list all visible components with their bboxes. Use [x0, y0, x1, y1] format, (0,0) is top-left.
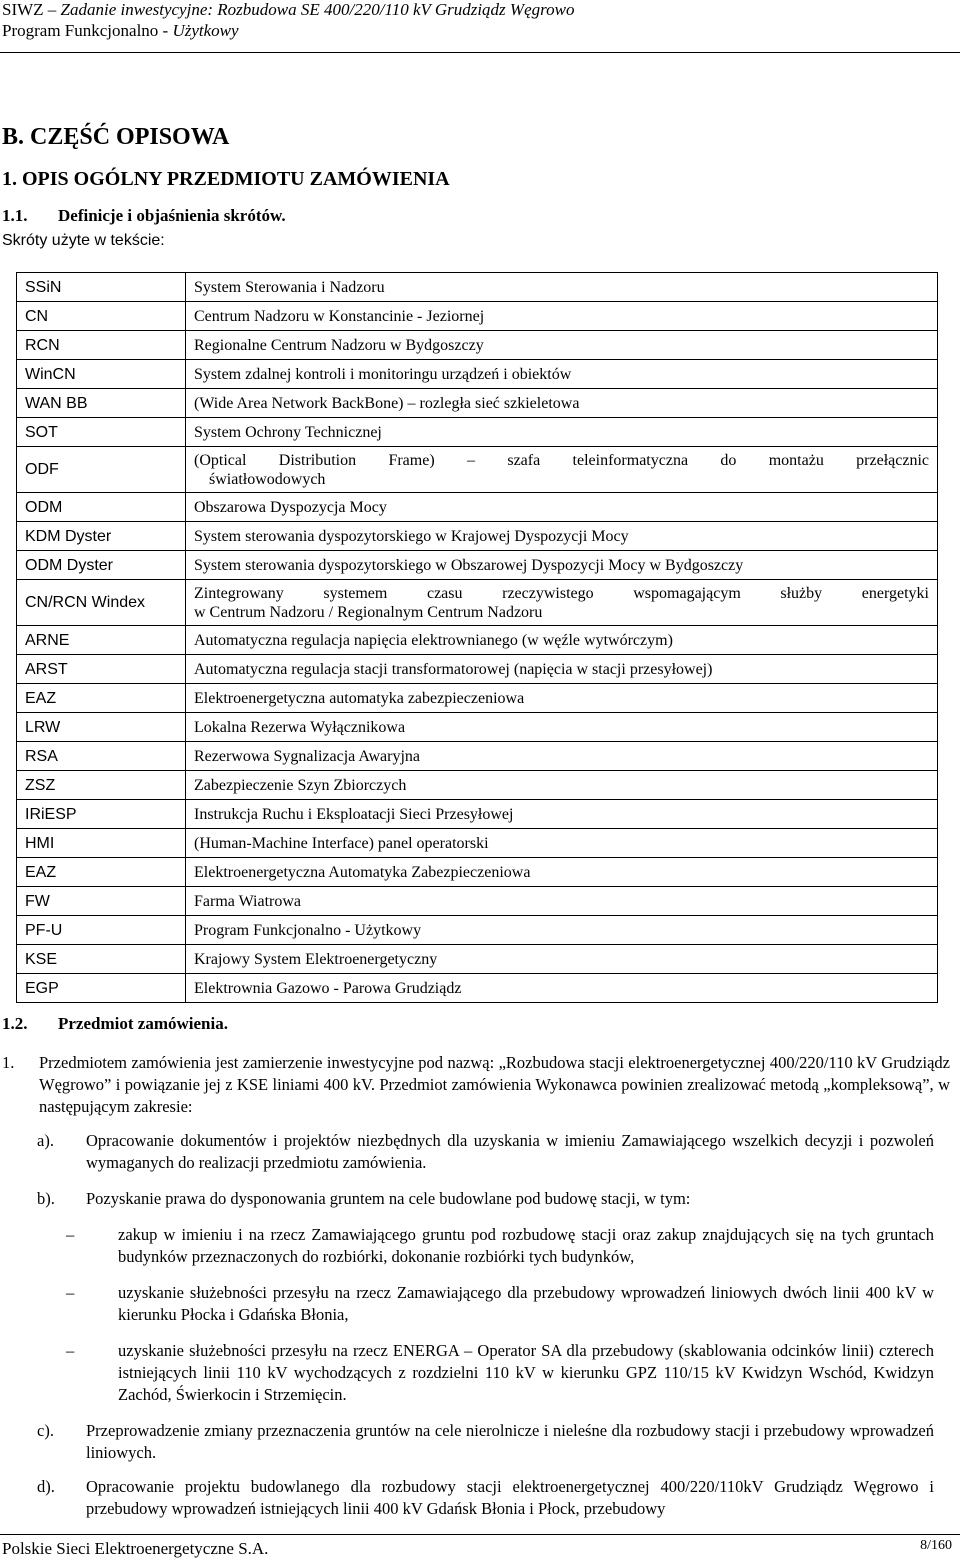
- abbr-code: ODF: [17, 447, 186, 493]
- abbr-desc: System sterowania dyspozytorskiego w Krajowej Dyspozycji Mocy: [186, 522, 938, 551]
- abbr-code: FW: [17, 887, 186, 916]
- abbr-code: SOT: [17, 418, 186, 447]
- sub-list-item: [66, 1224, 934, 1268]
- table-row: [17, 858, 938, 887]
- section-number: 1.2.: [2, 1014, 28, 1033]
- abbreviations-intro: Skróty użyte w tekście:: [2, 232, 165, 249]
- sub-list-item: [66, 1340, 934, 1406]
- list-item-text: Przeprowadzenie zmiany przeznaczenia gruntów na cele nierolnicze i nieleśne dla rozbudowy stacji i przebudowy wprowadzeń liniowych.: [86, 1421, 934, 1462]
- table-row: [17, 974, 938, 1003]
- footer-company: Polskie Sieci Elektroenergetyczne S.A.: [2, 1539, 269, 1558]
- table-row: [17, 302, 938, 331]
- abbr-code: SSiN: [17, 273, 186, 302]
- section-number: 1.1.: [2, 206, 28, 225]
- abbr-desc: System Sterowania i Nadzoru: [186, 273, 938, 302]
- abbr-desc: Automatyczna regulacja napięcia elektrownianego (w węźle wytwórczym): [186, 626, 938, 655]
- abbr-code: RSA: [17, 742, 186, 771]
- header-line-1: [2, 0, 574, 20]
- list-item-text: Pozyskanie prawa do dysponowania gruntem na cele budowlane pod budowę stacji, w tym:: [86, 1189, 691, 1208]
- abbreviations-table: [16, 272, 938, 1003]
- list-item-label: d).: [37, 1477, 55, 1496]
- abbr-code: WinCN: [17, 360, 186, 389]
- section-1-1-heading: [2, 206, 286, 226]
- abbr-desc: System sterowania dyspozytorskiego w Obszarowej Dyspozycji Mocy w Bydgoszczy: [186, 551, 938, 580]
- footer-rule: [0, 1534, 960, 1535]
- abbr-desc: Elektrownia Gazowo - Parowa Grudziądz: [186, 974, 938, 1003]
- table-row: [17, 800, 938, 829]
- dash-marker: –: [66, 1341, 75, 1360]
- abbr-desc: Krajowy System Elektroenergetyczny: [186, 945, 938, 974]
- abbr-code: KDM Dyster: [17, 522, 186, 551]
- table-row: [17, 273, 938, 302]
- abbr-desc: Automatyczna regulacja stacji transformatorowej (napięcia w stacji przesyłowej): [186, 655, 938, 684]
- abbr-code: HMI: [17, 829, 186, 858]
- page-number: 8/160: [920, 1538, 952, 1553]
- table-row: [17, 626, 938, 655]
- page-footer: [0, 1534, 960, 1561]
- list-item-d: [37, 1476, 934, 1520]
- header-doc-type-suffix: Użytkowy: [172, 21, 239, 40]
- abbr-code: ZSZ: [17, 771, 186, 800]
- abbr-desc: Elektroenergetyczna Automatyka Zabezpieczeniowa: [186, 858, 938, 887]
- abbr-code: LRW: [17, 713, 186, 742]
- abbr-desc: (Human-Machine Interface) panel operatorski: [186, 829, 938, 858]
- section-b-heading: B. CZĘŚĆ OPISOWA: [2, 124, 230, 150]
- header-prefix: SIWZ –: [2, 0, 61, 19]
- list-item-a: [37, 1130, 934, 1174]
- abbr-desc: Centrum Nadzoru w Konstancinie - Jeziornej: [186, 302, 938, 331]
- header-line-2: [2, 21, 239, 41]
- abbr-desc: (Wide Area Network BackBone) – rozległa sieć szkieletowa: [186, 389, 938, 418]
- header-title: Zadanie inwestycyjne: Rozbudowa SE 400/220/110 kV Grudziądz Węgrowo: [60, 0, 575, 19]
- table-row: [17, 551, 938, 580]
- section-title: Definicje i objaśnienia skrótów.: [58, 206, 286, 225]
- abbr-code: CN/RCN Windex: [17, 580, 186, 626]
- table-row: [17, 713, 938, 742]
- section-1-2-heading: [2, 1014, 228, 1034]
- abbr-desc: System zdalnej kontroli i monitoringu urządzeń i obiektów: [186, 360, 938, 389]
- abbr-desc-continued: światłowodowych: [209, 470, 326, 488]
- abbr-code: ODM: [17, 493, 186, 522]
- abbr-desc: Lokalna Rezerwa Wyłącznikowa: [186, 713, 938, 742]
- abbr-desc: Obszarowa Dyspozycja Mocy: [186, 493, 938, 522]
- list-item-label: b).: [37, 1189, 55, 1208]
- page-header: [0, 0, 960, 52]
- abbr-desc: Instrukcja Ruchu i Eksploatacji Sieci Przesyłowej: [186, 800, 938, 829]
- table-row: [17, 522, 938, 551]
- paragraph-1: [2, 1052, 950, 1118]
- abbr-desc: Zabezpieczenie Szyn Zbiorczych: [186, 771, 938, 800]
- abbr-code: IRiESP: [17, 800, 186, 829]
- abbr-code: ARST: [17, 655, 186, 684]
- table-row: [17, 829, 938, 858]
- list-item-text: Opracowanie projektu budowlanego dla rozbudowy stacji elektroenergetycznej 400/220/110kV Grudziądz Węgrowo i przebudowy wprowadzeń istniejących linii 400 kV Gdańsk Błonia i Płock, przebudowy: [86, 1477, 934, 1518]
- list-item-text: Opracowanie dokumentów i projektów niezbędnych dla uzyskania w imieniu Zamawiającego wszelkich decyzji i pozwoleń wymaganych do realizacji przedmiotu zamówienia.: [86, 1131, 934, 1172]
- table-row: [17, 771, 938, 800]
- abbr-desc: System Ochrony Technicznej: [186, 418, 938, 447]
- list-item-b: [37, 1188, 934, 1210]
- abbr-desc: Elektroenergetyczna automatyka zabezpieczeniowa: [186, 684, 938, 713]
- abbr-code: EGP: [17, 974, 186, 1003]
- abbr-code: ARNE: [17, 626, 186, 655]
- section-1-heading: 1. OPIS OGÓLNY PRZEDMIOTU ZAMÓWIENIA: [2, 168, 450, 190]
- section-title: Przedmiot zamówienia.: [58, 1014, 228, 1033]
- abbr-desc: Program Funkcjonalno - Użytkowy: [186, 916, 938, 945]
- dash-marker: –: [66, 1283, 75, 1302]
- table-row: [17, 655, 938, 684]
- abbr-desc: Regionalne Centrum Nadzoru w Bydgoszczy: [186, 331, 938, 360]
- paragraph-text: Przedmiotem zamówienia jest zamierzenie inwestycyjne pod nazwą: „Rozbudowa stacji elektroenergetycznej 400/220/110 kV Grudziądz Węgrowo” i powiązanie jej z KSE liniami 400 kV. Przedmiot zamówienia Wykonawca powinien zrealizować metodą „kompleksową”, w następującym zakresie:: [39, 1053, 950, 1116]
- abbr-code: CN: [17, 302, 186, 331]
- table-row: [17, 331, 938, 360]
- abbr-code: WAN BB: [17, 389, 186, 418]
- sub-list-item-text: uzyskanie służebności przesyłu na rzecz Zamawiającego dla przebudowy wprowadzeń liniowych dwóch linii 400 kV w kierunku Płocka i Gdańska Błonia,: [118, 1283, 934, 1324]
- header-doc-type: Program Funkcjonalno -: [2, 21, 173, 40]
- abbr-code: ODM Dyster: [17, 551, 186, 580]
- list-item-c: [37, 1420, 934, 1464]
- abbr-desc: (Optical Distribution Frame) – szafa teleinformatyczna do montażu przełącznic: [194, 451, 929, 469]
- dash-marker: –: [66, 1225, 75, 1244]
- abbr-desc: Zintegrowany systemem czasu rzeczywistego wspomagającym służby energetyki: [194, 584, 929, 602]
- table-row: [17, 580, 938, 626]
- abbr-code: PF-U: [17, 916, 186, 945]
- table-row: [17, 447, 938, 493]
- abbr-desc-cell: [186, 580, 938, 626]
- abbr-desc-cell: [186, 447, 938, 493]
- list-item-label: c).: [37, 1421, 54, 1440]
- header-rule: [0, 52, 960, 53]
- sub-list-item: [66, 1282, 934, 1326]
- table-row: [17, 684, 938, 713]
- abbr-code: EAZ: [17, 684, 186, 713]
- table-row: [17, 418, 938, 447]
- table-row: [17, 887, 938, 916]
- abbr-code: EAZ: [17, 858, 186, 887]
- table-row: [17, 360, 938, 389]
- abbr-desc: Farma Wiatrowa: [186, 887, 938, 916]
- abbr-code: RCN: [17, 331, 186, 360]
- table-row: [17, 916, 938, 945]
- paragraph-number: 1.: [2, 1053, 15, 1072]
- table-row: [17, 493, 938, 522]
- abbr-desc: Rezerwowa Sygnalizacja Awaryjna: [186, 742, 938, 771]
- list-item-label: a).: [37, 1131, 54, 1150]
- table-row: [17, 389, 938, 418]
- abbr-desc-continued: w Centrum Nadzoru / Regionalnym Centrum Nadzoru: [194, 603, 543, 621]
- table-row: [17, 945, 938, 974]
- sub-list-item-text: zakup w imieniu i na rzecz Zamawiającego gruntu pod rozbudowę stacji oraz zakup znajdujących się na tych gruntach budynków przeznaczonych do rozbiórki, dokonanie rozbiórki tych budynków,: [118, 1225, 934, 1266]
- abbr-code: KSE: [17, 945, 186, 974]
- sub-list-item-text: uzyskanie służebności przesyłu na rzecz ENERGA – Operator SA dla przebudowy (skablowania odcinków linii) czterech istniejących linii 110 kV wychodzących z rozdzielni 110 kV w kierunku GPZ 110/15 kV Kwidzyn Wschód, Kwidzyn Zachód, Świerkocin i Strzemięcin.: [118, 1341, 934, 1404]
- table-row: [17, 742, 938, 771]
